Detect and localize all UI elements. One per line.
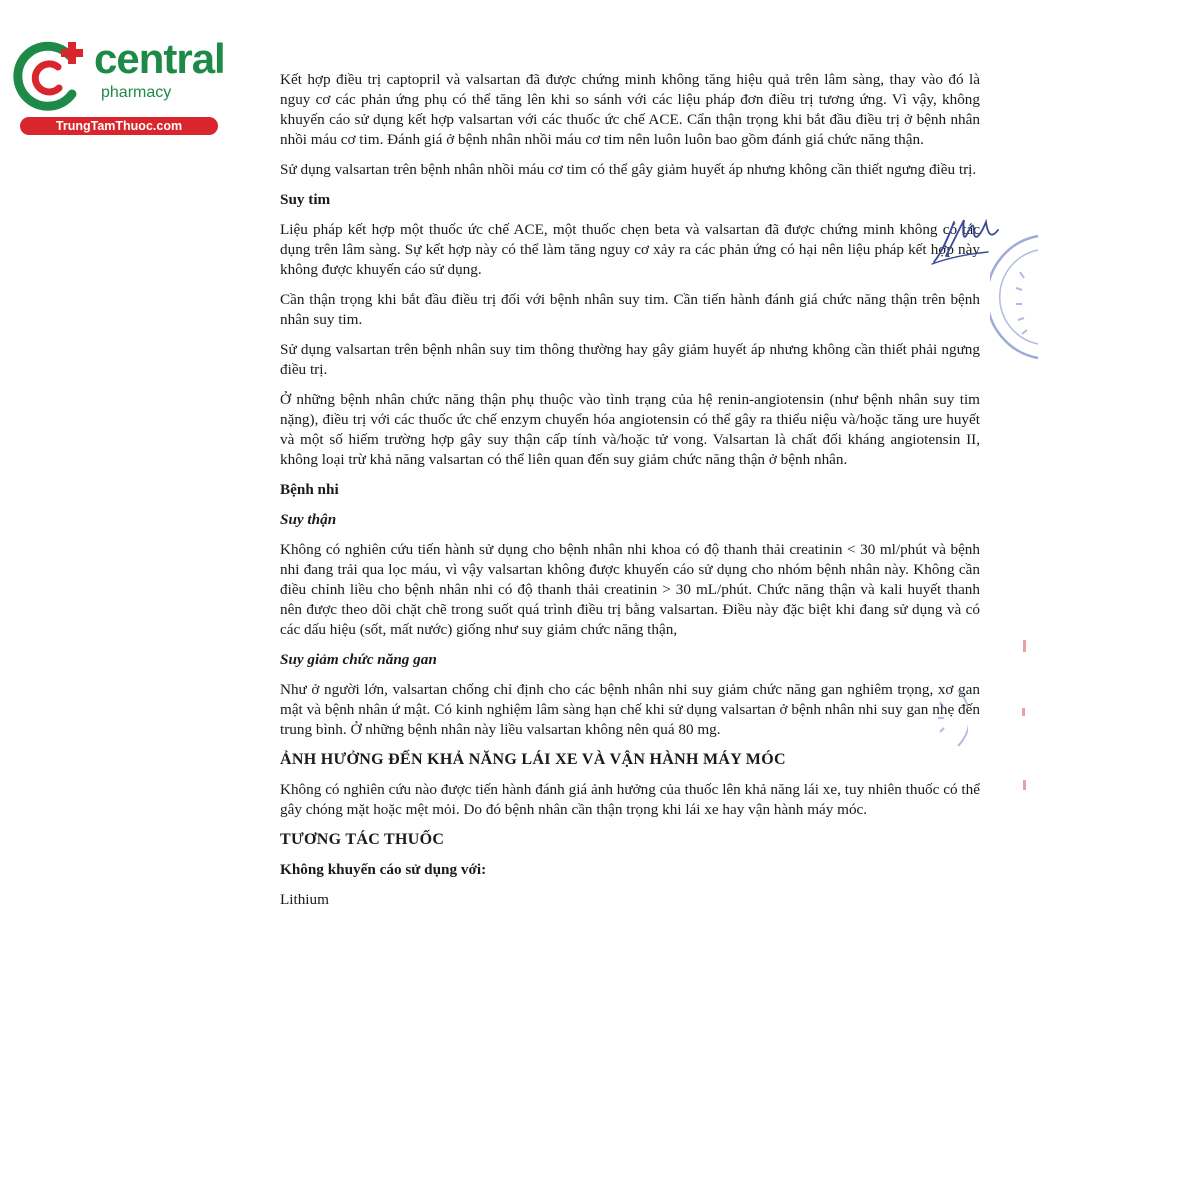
paragraph: Sử dụng valsartan trên bệnh nhân nhồi máu cơ tim có thể gây giảm huyết áp nhưng không cần thiết ngưng điều trị. (280, 161, 977, 178)
document-body (280, 70, 980, 920)
brand-subtitle: pharmacy (101, 84, 172, 101)
paragraph: Ở những bệnh nhân chức năng thận phụ thuộc vào tình trạng của hệ renin-angiotensin (như bệnh nhân suy tim nặng), điều trị với các thuốc ức chế enzym chuyển hóa angiotensin có thể gây ra thiểu niệu và/hoặc tăng ure huyết và một số hiếm trường hợp gây suy thận cấp tính và/hoặc tử vong. Valsartan là chất đối kháng angiotensin II, không loại trừ khả năng valsartan có thể liên quan đến suy giảm chức năng thận ở bệnh nhân. (280, 391, 980, 468)
central-logo-icon (8, 36, 90, 118)
heading-suy-tim: Suy tim (280, 191, 331, 208)
brand-name: central (94, 35, 225, 82)
paragraph: Không có nghiên cứu nào được tiến hành đánh giá ảnh hưởng của thuốc lên khả năng lái xe, tuy nhiên thuốc có thể gây chóng mặt hoặc mệt mỏi. Do đó bệnh nhân cần thận trọng khi lái xe hay vận hành máy móc. (280, 781, 980, 818)
brand-url[interactable]: TrungTamThuoc.com (20, 117, 218, 135)
section-title-tuong-tac: TƯƠNG TÁC THUỐC (280, 831, 445, 848)
paragraph: Sử dụng valsartan trên bệnh nhân suy tim thông thường hay gây giảm huyết áp nhưng không cần thiết phải ngưng điều trị. (280, 341, 980, 378)
stamp-fragment-icon (918, 688, 968, 748)
subheading-suy-gan: Suy giảm chức năng gan (280, 651, 437, 668)
stamp-icon (990, 232, 1040, 362)
paragraph: Như ở người lớn, valsartan chống chỉ định cho các bệnh nhân nhi suy giảm chức năng gan nghiêm trọng, xơ gan mật và bệnh nhân ứ mật. Có kinh nghiệm lâm sàng hạn chế khi sử dụng valsartan ở bệnh nhân nhi suy gan nhẹ đến trung bình. Ở những bệnh nhân này liều valsartan không nên quá 80 mg. (280, 681, 980, 738)
paragraph: Liệu pháp kết hợp một thuốc ức chế ACE, một thuốc chẹn beta và valsartan đã được chứng minh không có tác dụng trên lâm sàng. Sự kết hợp này có thể làm tăng nguy cơ xảy ra các phản ứng có hại nên liệu pháp kết hợp này không được khuyến cáo sử dụng. (280, 221, 980, 278)
margin-marks-icon (1018, 640, 1032, 800)
brand-logo (8, 32, 228, 136)
section-title-lai-xe: ẢNH HƯỞNG ĐẾN KHẢ NĂNG LÁI XE VÀ VẬN HÀNH MÁY MÓC (280, 751, 786, 768)
heading-benh-nhi: Bệnh nhi (280, 481, 339, 498)
paragraph: Cần thận trọng khi bắt đầu điều trị đối với bệnh nhân suy tim. Cần tiến hành đánh giá chức năng thận trên bệnh nhân suy tim. (280, 291, 980, 328)
paragraph: Kết hợp điều trị captopril và valsartan đã được chứng minh không tăng hiệu quả trên lâm sàng, thay vào đó là nguy cơ các phản ứng phụ có thể tăng lên khi so sánh với các liệu pháp đơn điều trị tương ứng. Vì vậy, không khuyến cáo sử dụng kết hợp valsartan với các thuốc ức chế ACE. Cẩn thận trọng khi bắt đầu điều trị ở bệnh nhân nhồi máu cơ tim. Đánh giá ở bệnh nhân nhồi máu cơ tim nên luôn luôn bao gồm đánh giá chức năng thận. (280, 71, 980, 148)
paragraph: Không có nghiên cứu tiến hành sử dụng cho bệnh nhân nhi khoa có độ thanh thải creatinin < 30 ml/phút và bệnh nhi đang trải qua lọc máu, vì vậy valsartan không được khuyến cáo sử dụng cho nhóm bệnh nhân này. Không cần điều chỉnh liều cho bệnh nhân nhi có độ thanh thải creatinin > 30 mL/phút. Chức năng thận và kali huyết thanh nên được theo dõi chặt chẽ trong suốt quá trình điều trị bằng valsartan. Điều này đặc biệt khi đang sử dụng và có các dấu hiệu (sốt, mất nước) giống như suy giảm chức năng thận, (280, 541, 980, 638)
paragraph: Lithium (280, 891, 329, 908)
subheading-suy-than: Suy thận (280, 511, 337, 528)
heading-khong-khuyen-cao: Không khuyến cáo sử dụng với: (280, 861, 487, 878)
